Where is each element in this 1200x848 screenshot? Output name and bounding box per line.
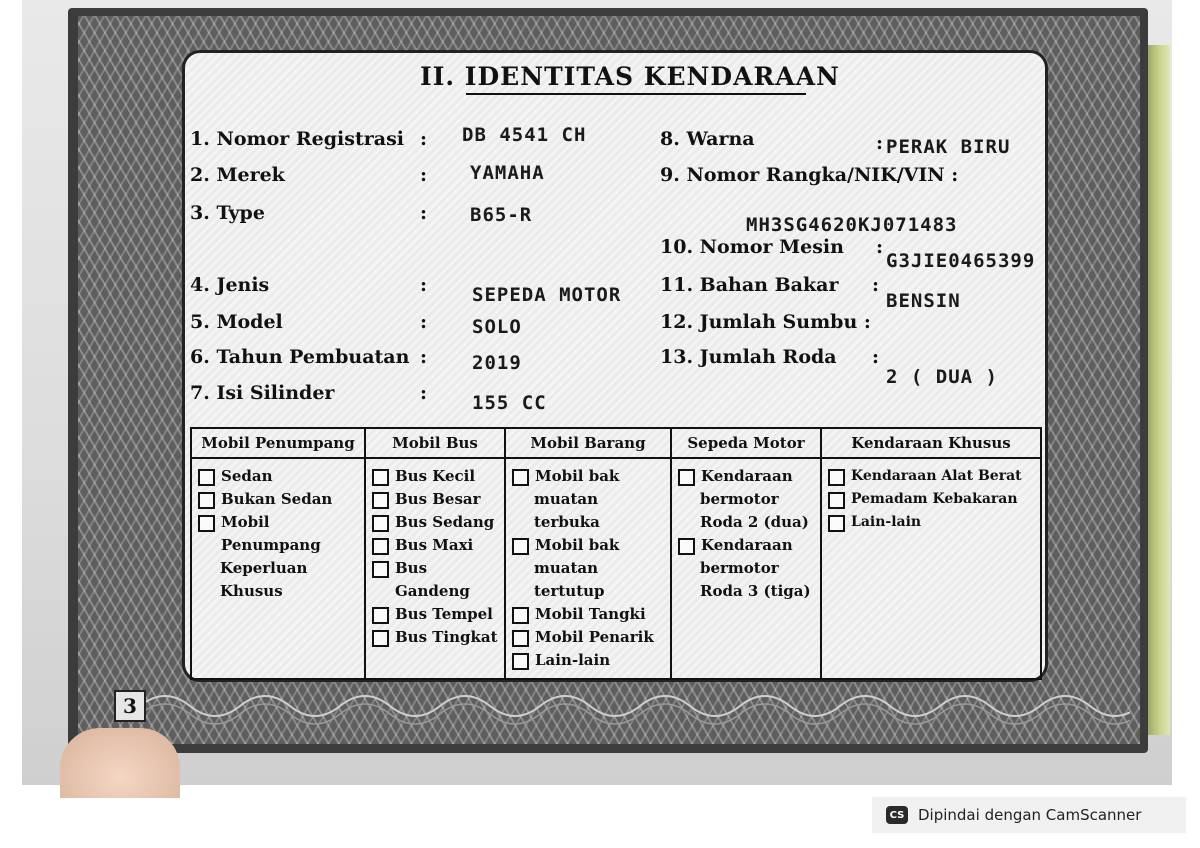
field-label-warna: 8. Warna [660,128,755,150]
option-label: Mobil Tangki [535,605,646,623]
checkbox[interactable] [372,607,389,624]
category-header: Mobil Penumpang [191,428,365,458]
field-label-model: 5. Model [190,311,283,333]
field-value-isi-silinder: 155 CC [472,392,547,414]
option-label: Mobil bak [535,467,620,485]
section-title: II. IDENTITAS KENDARAAN [420,62,840,91]
option-label: Bus Kecil [395,467,476,485]
checkbox[interactable] [372,561,389,578]
field-label-merek: 2. Merek [190,164,285,186]
option-label-continuation: Roda 3 (tiga) [700,582,811,600]
option-label: Lain-lain [851,514,922,530]
field-colon: : [872,274,880,296]
option-label: Mobil Penumpang [221,513,321,554]
field-value-tahun-pembuatan: 2019 [472,352,522,374]
field-colon: : [420,164,428,186]
vehicle-category-table [190,427,1042,680]
field-colon: : [420,311,428,333]
field-colon: : [420,202,428,224]
page-number: 3 [114,690,146,722]
checkbox[interactable] [828,492,845,509]
field-label-bahan-bakar: 11. Bahan Bakar [660,274,839,296]
field-value-warna: PERAK BIRU [886,136,1011,158]
camscanner-watermark [872,797,1186,833]
category-column-mobil-bus [365,458,505,679]
checkbox[interactable] [678,469,695,486]
field-value-jumlah-roda: 2 ( DUA ) [886,366,998,388]
field-colon: : [420,128,428,150]
checkbox[interactable] [512,538,529,555]
checkbox[interactable] [512,607,529,624]
checkbox[interactable] [372,515,389,532]
option-label: Bus Maxi [395,536,474,554]
field-value-nomor-mesin: G3JIE0465399 [886,250,1036,272]
checkbox[interactable] [372,492,389,509]
field-colon: : [876,236,884,258]
category-header: Sepeda Motor [671,428,821,458]
option-label: Kendaraan Alat Berat [851,468,1022,484]
option-label: Mobil Penarik [535,628,654,646]
option-label-continuation: Keperluan Khusus [220,559,308,600]
option-label: Bus Besar [395,490,481,508]
option-label: Pemadam Kebakaran [851,491,1018,507]
field-value-jenis: SEPEDA MOTOR [472,284,622,306]
field-colon: : [420,274,428,296]
option-label: Sedan [221,467,273,485]
checkbox[interactable] [678,538,695,555]
field-label-nomor-registrasi: 1. Nomor Registrasi [190,128,404,150]
option-label: Bukan Sedan [221,490,333,508]
option-label: Bus Tempel [395,605,493,623]
option-label: Mobil bak [535,536,620,554]
field-label-nomor-mesin: 10. Nomor Mesin [660,236,844,258]
category-header: Mobil Barang [505,428,671,458]
checkbox[interactable] [372,538,389,555]
option-label-continuation: muatan tertutup [534,559,605,600]
checkbox[interactable] [198,515,215,532]
checkbox[interactable] [512,653,529,670]
option-label-continuation: bermotor [700,490,779,508]
field-value-merek: YAMAHA [470,162,545,184]
field-colon: : [876,132,884,154]
option-label: Kendaraan [701,467,793,485]
field-label-type: 3. Type [190,202,265,224]
camscanner-logo-icon: CS [886,806,908,824]
checkbox[interactable] [198,492,215,509]
category-column-mobil-barang [505,458,671,679]
field-label-jumlah-roda: 13. Jumlah Roda [660,346,837,368]
decorative-wave-border [140,686,1130,726]
field-value-bahan-bakar: BENSIN [886,290,961,312]
field-label-nomor-rangka: 9. Nomor Rangka/NIK/VIN : [660,164,959,186]
field-label-jumlah-sumbu: 12. Jumlah Sumbu : [660,311,871,333]
thumb [60,728,180,798]
option-label: Kendaraan [701,536,793,554]
title-underline [466,93,806,95]
category-header: Kendaraan Khusus [821,428,1041,458]
field-label-jenis: 4. Jenis [190,274,270,296]
option-label: Bus Gandeng [395,559,470,600]
checkbox[interactable] [372,469,389,486]
option-label-continuation: bermotor [700,559,779,577]
watermark-text: Dipindai dengan CamScanner [918,806,1142,824]
field-value-nomor-rangka: MH3SG4620KJ071483 [746,214,958,236]
category-column-mobil-penumpang [191,458,365,679]
option-label: Lain-lain [535,651,611,669]
checkbox[interactable] [198,469,215,486]
option-label-continuation: Roda 2 (dua) [700,513,809,531]
option-label: Bus Tingkat [395,628,498,646]
field-label-isi-silinder: 7. Isi Silinder [190,382,335,404]
field-value-model: SOLO [472,316,522,338]
field-value-type: B65-R [470,204,533,226]
checkbox[interactable] [828,515,845,532]
checkbox[interactable] [512,630,529,647]
field-colon: : [420,382,428,404]
category-column-kendaraan-khusus [821,458,1041,679]
checkbox[interactable] [828,469,845,486]
checkbox[interactable] [512,469,529,486]
field-label-tahun-pembuatan: 6. Tahun Pembuatan [190,346,410,368]
option-label-continuation: muatan terbuka [534,490,600,531]
option-label: Bus Sedang [395,513,495,531]
category-column-sepeda-motor [671,458,821,679]
field-colon: : [420,346,428,368]
field-colon: : [872,346,880,368]
category-header: Mobil Bus [365,428,505,458]
field-value-nomor-registrasi: DB 4541 CH [462,124,587,146]
checkbox[interactable] [372,630,389,647]
